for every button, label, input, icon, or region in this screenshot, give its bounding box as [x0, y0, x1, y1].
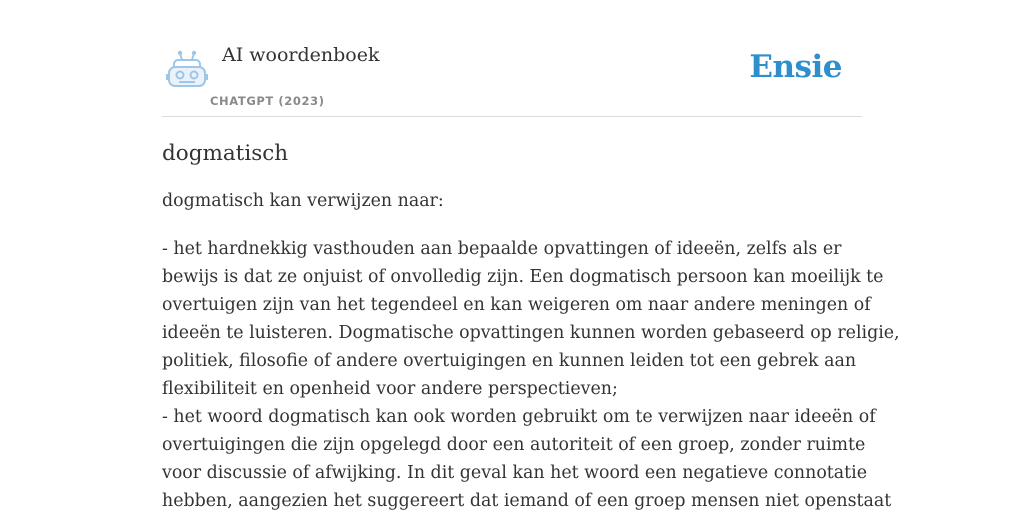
definition-line: politiek, filosofie of andere overtuigingen en kunnen leiden tot een gebrek aan	[162, 351, 857, 371]
definition-line: - het hardnekkig vasthouden aan bepaalde opvattingen of ideeën, zelfs als er	[162, 239, 842, 259]
robot-icon	[166, 50, 208, 90]
definition-line: hebben, aangezien het suggereert dat iemand of een groep mensen niet openstaat	[162, 491, 892, 511]
definition-line: voor discussie of afwijking. In dit geval kan het woord een negatieve connotatie	[162, 463, 867, 483]
brand-logo[interactable]: Ensie	[749, 49, 842, 85]
definition-line: overtuigingen die zijn opgelegd door een autoriteit of een groep, zonder ruimte	[162, 435, 866, 455]
definition-line: ideeën te luisteren. Dogmatische opvattingen kunnen worden gebaseerd op religie,	[162, 323, 900, 343]
source-label: CHATGPT (2023)	[210, 94, 325, 108]
entry-term: dogmatisch	[162, 141, 289, 166]
entry-intro: dogmatisch kan verwijzen naar:	[162, 191, 444, 211]
entry-definition	[162, 235, 900, 512]
definition-line: flexibiliteit en openheid voor andere perspectieven;	[162, 379, 618, 399]
definition-line: - het woord dogmatisch kan ook worden gebruikt om te verwijzen naar ideeën of	[162, 407, 876, 427]
entry-content	[162, 138, 900, 512]
definition-line: bewijs is dat ze onjuist of onvolledig zijn. Een dogmatisch persoon kan moeilijk te	[162, 267, 884, 287]
header	[162, 0, 862, 117]
dictionary-title[interactable]: AI woordenboek	[222, 44, 380, 66]
definition-line: overtuigen zijn van het tegendeel en kan weigeren om naar andere meningen of	[162, 295, 871, 315]
